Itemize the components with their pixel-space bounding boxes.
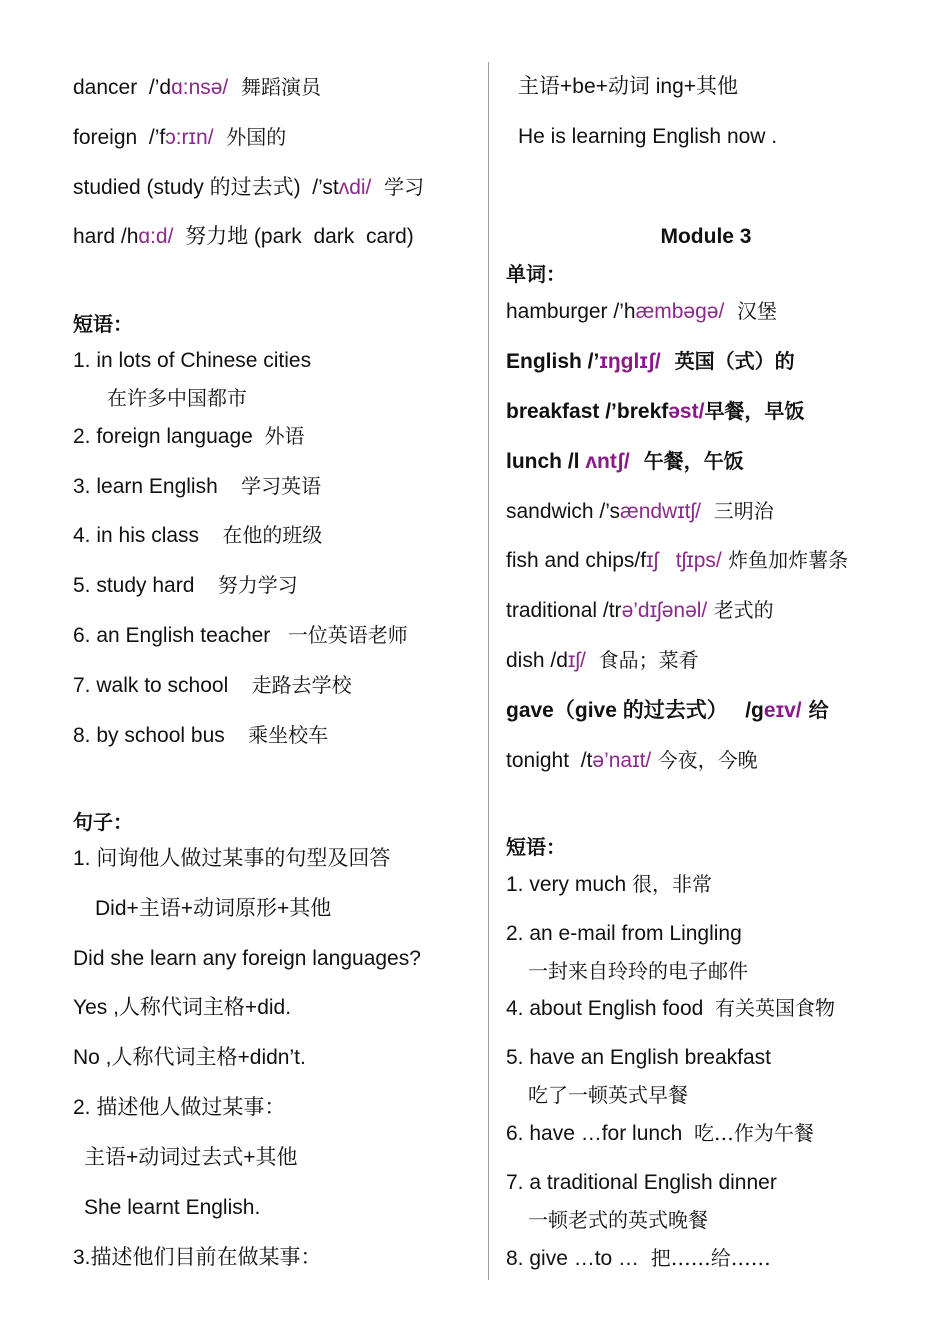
phrase-item: 2. an e-mail from Lingling	[506, 922, 742, 945]
sentence-answer-yes: Yes ,人称代词主格+did.	[73, 996, 292, 1019]
vocab-item-tonight: tonight /tə’naɪt/ 今夜，今晚	[506, 748, 758, 772]
sentences-heading: 句子：	[73, 810, 133, 834]
vocab-item-hamburger: hamburger /’hæmbəgə/ 汉堡	[506, 299, 778, 323]
sentence-pattern: 主语+be+动词 ing+其他	[518, 75, 739, 98]
vocab-item-traditional: traditional /trə’dɪʃənəl/ 老式的	[506, 598, 774, 622]
phrase-item: 5. have an English breakfast	[506, 1046, 772, 1069]
phrase-item: 6. have …for lunch 吃…作为午餐	[506, 1121, 814, 1145]
phrases-heading: 短语：	[506, 835, 566, 859]
phrase-translation: 一封来自玲玲的电子邮件	[528, 959, 748, 983]
phrase-translation: 在许多中国都市	[107, 386, 247, 410]
phrase-item: 8. give …to … 把……给……	[506, 1246, 771, 1270]
vocab-item-foreign: foreign /’fɔ:rɪn/ 外国的	[73, 125, 287, 149]
sentence-answer-no: No ,人称代词主格+didn’t.	[73, 1046, 306, 1069]
vocab-item-dish: dish /dɪʃ/ 食品；菜肴	[506, 648, 699, 672]
column-divider	[488, 62, 489, 1280]
vocab-item-breakfast: breakfast /’brekfəst/早餐，早饭	[506, 399, 805, 423]
sentence-title: 3.描述他们目前在做某事：	[73, 1246, 322, 1269]
sentence-example: He is learning English now .	[518, 125, 778, 148]
phrases-heading: 短语：	[73, 312, 133, 336]
sentence-pattern: 主语+动词过去式+其他	[84, 1146, 298, 1169]
vocab-heading: 单词：	[506, 262, 566, 286]
phrase-item: 1. very much 很，非常	[506, 872, 713, 896]
module-title: Module 3	[660, 225, 752, 248]
phrase-translation: 一顿老式的英式晚餐	[528, 1208, 708, 1232]
vocab-item-english: English /’ɪŋglɪʃ/ 英国（式）的	[506, 349, 795, 373]
vocab-item-lunch: lunch /l ʌntʃ/ 午餐，午饭	[506, 449, 744, 473]
sentence-pattern: Did+主语+动词原形+其他	[95, 897, 332, 920]
phrase-item: 4. about English food 有关英国食物	[506, 996, 835, 1020]
vocab-item-studied: studied (study 的过去式) /’stʌdi/ 学习	[73, 175, 425, 199]
sentence-title: 1. 问询他人做过某事的句型及回答	[73, 847, 391, 870]
phrase-item: 4. in his class 在他的班级	[73, 523, 323, 547]
phrase-item: 5. study hard 努力学习	[73, 573, 298, 597]
phrase-item: 7. a traditional English dinner	[506, 1171, 777, 1194]
phrase-item: 2. foreign language 外语	[73, 424, 305, 448]
vocab-item-sandwich: sandwich /’sændwɪtʃ/ 三明治	[506, 499, 774, 523]
sentence-example: She learnt English.	[84, 1196, 261, 1219]
phrase-item: 6. an English teacher 一位英语老师	[73, 623, 408, 647]
phrase-item: 7. walk to school 走路去学校	[73, 673, 352, 697]
phrase-item: 3. learn English 学习英语	[73, 474, 322, 498]
phrase-item: 1. in lots of Chinese cities	[73, 349, 312, 372]
sentence-title: 2. 描述他人做过某事：	[73, 1096, 286, 1119]
phrase-item: 8. by school bus 乘坐校车	[73, 723, 329, 747]
phrase-translation: 吃了一顿英式早餐	[528, 1083, 688, 1107]
vocab-item-dancer: dancer /’dɑ:nsə/ 舞蹈演员	[73, 75, 321, 99]
vocab-item-hard: hard /hɑ:d/ 努力地 (park dark card)	[73, 225, 414, 248]
sentence-example: Did she learn any foreign languages?	[73, 947, 421, 970]
vocab-item-gave: gave（give 的过去式） /geɪv/ 给	[506, 698, 829, 722]
vocab-item-fish-and-chips: fish and chips/fɪʃ tʃɪps/ 炸鱼加炸薯条	[506, 548, 849, 572]
